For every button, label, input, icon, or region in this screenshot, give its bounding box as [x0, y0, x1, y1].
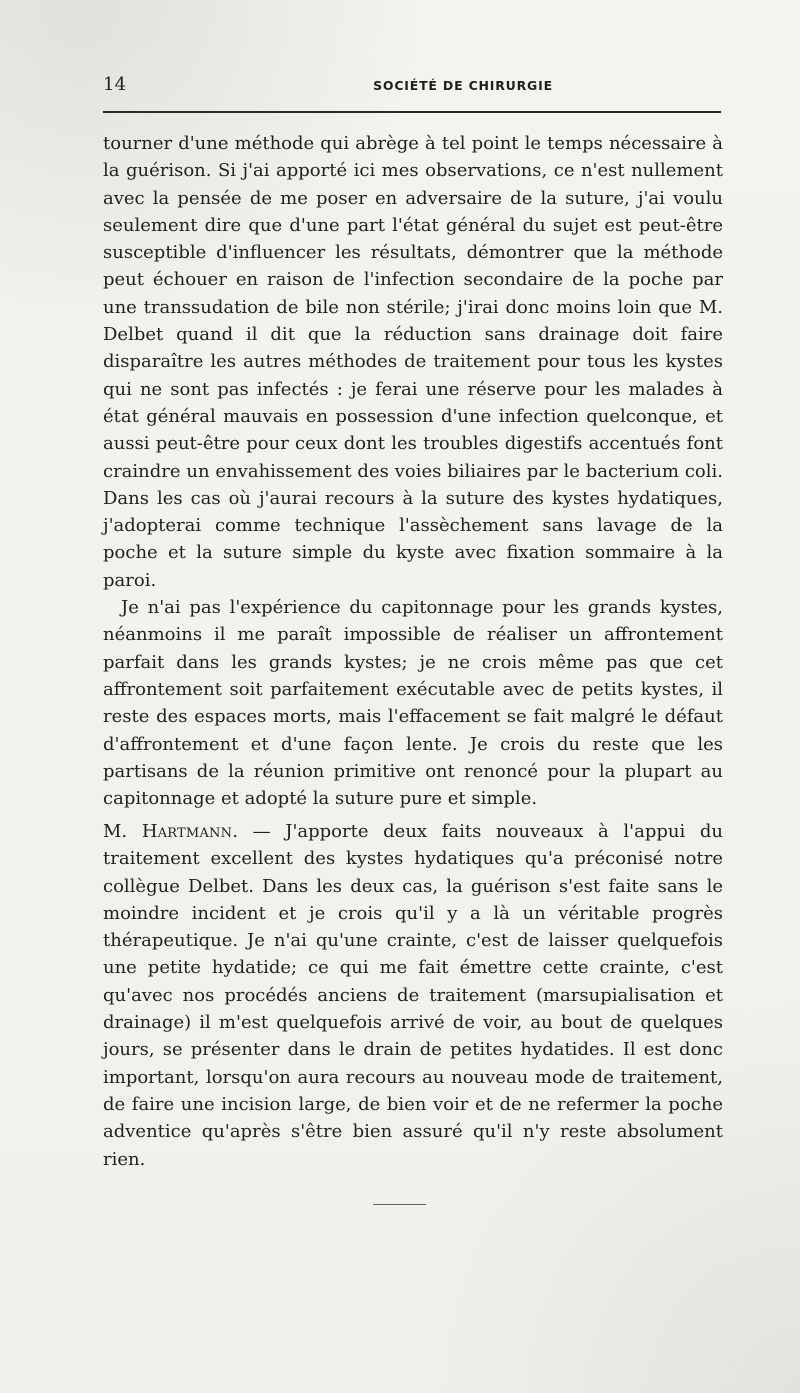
speaker-paragraph — [103, 818, 723, 1173]
page-number: 14 — [103, 74, 127, 95]
page-header — [103, 72, 722, 102]
speaker-prefix: M. — [103, 821, 142, 842]
paragraph-capitonnage: Je n'ai pas l'expérience du capitonnage pour les grands kystes, néanmoins il me paraît impossible de réaliser un affrontement parfait dans les grands kystes; je ne crois même pas que cet affrontement soit parfaitement exécutable avec de petits kystes, il reste des espaces morts, mais l'effacement se fait malgré le défaut d'affrontement et d'une façon lente. Je crois du reste que les partisans de la réunion primitive ont renoncé pour la plupart au capitonnage et adopté la suture pure et simple. — [103, 597, 723, 810]
paragraph-continued: tourner d'une méthode qui abrège à tel point le temps nécessaire à la guérison. Si j'ai apporté ici mes observations, ce n'est nullement avec la pensée de me poser en adversaire de la suture, j'ai voulu seulement dire que d'une part l'état général du sujet est peut-être susceptible d'influencer les résultats, démontrer que la méthode peut échouer en raison de l'infection secondaire de la poche par une transsudation de bile non stérile; j'irai donc moins loin que M. Delbet quand il dit que la réduction sans drainage doit faire disparaître les autres méthodes de traitement pour tous les kystes qui ne sont pas infectés : je ferai une réserve pour les malades à état général mauvais en possession d'une infection quelconque, et aussi peut-être pour ceux dont les troubles digestifs accentués font craindre un envahissement des voies biliaires par le bacterium coli. Dans les cas où j'aurai recours à la suture des kystes hydatiques, j'adopterai comme technique l'assèchement sans lavage de la poche et la suture simple du kyste avec fixation sommaire à la paroi. — [103, 133, 723, 591]
section-end-rule — [373, 1204, 426, 1205]
header-rule — [103, 111, 721, 113]
speaker-text: J'apporte deux faits nouveaux à l'appui du traitement excellent des kystes hydatiques qu'a préconisé notre collègue Delbet. Dans les deux cas, la guérison s'est faite sans le moindre incident et je crois qu'il y a là un véritable progrès thérapeutique. Je n'ai qu'une crainte, c'est de laisser quelquefois une petite hydatide; ce qui me fait émettre cette crainte, c'est qu'avec nos procédés anciens de traitement (marsupialisation et drainage) il m'est quelquefois arrivé de voir, au bout de quelques jours, se présenter dans le drain de petites hydatides. Il est donc important, lorsqu'on aura recours au nouveau mode de traitement, de faire une incision large, de bien voir et de ne refermer la poche adventice qu'après s'être bien assuré qu'il n'y reste absolument rien. — [103, 821, 723, 1170]
first-text-section — [103, 130, 723, 812]
speaker-name: Hartmann — [141, 821, 233, 842]
hartmann-remarks — [103, 818, 723, 1173]
speaker-separator: . — — [232, 821, 286, 842]
running-head: SOCIÉTÉ DE CHIRURGIE — [373, 78, 553, 93]
